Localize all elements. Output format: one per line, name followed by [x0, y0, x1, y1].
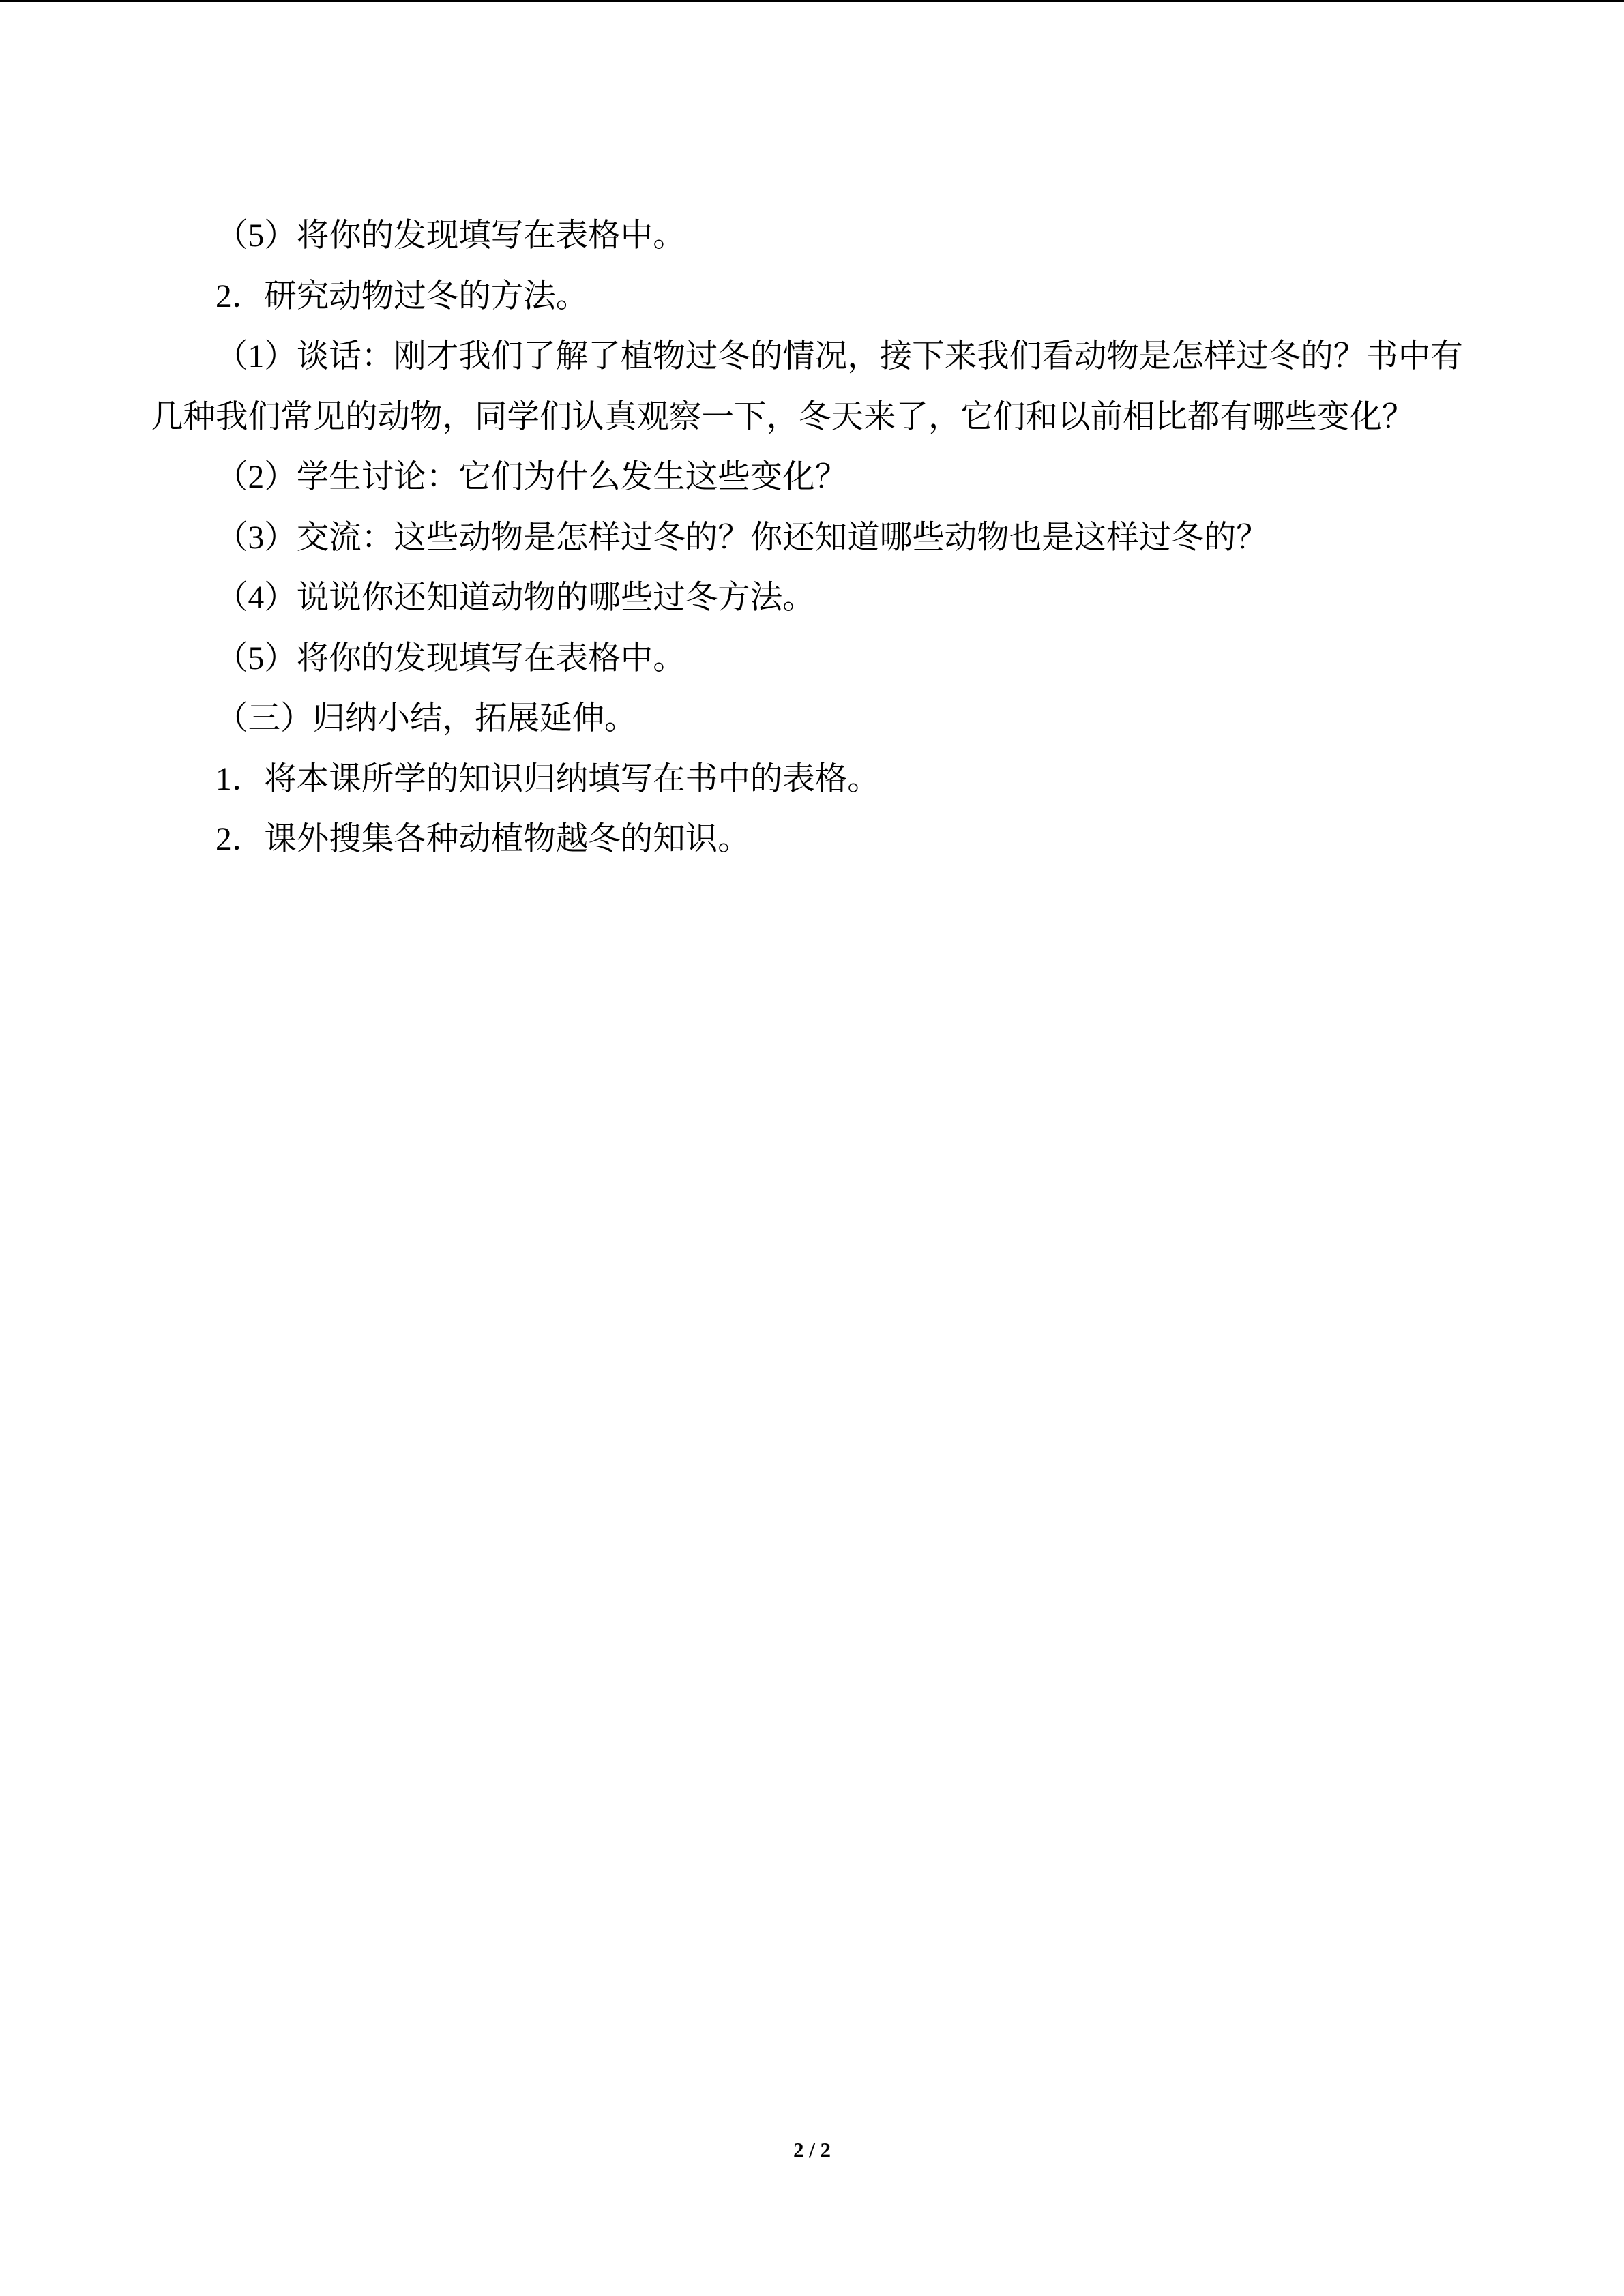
text-line: （3）交流：这些动物是怎样过冬的？你还知道哪些动物也是这样过冬的？ — [216, 520, 1269, 556]
text-line: 2．课外搜集各种动植物越冬的知识。 — [216, 822, 750, 857]
section-heading: （三）归纳小结，拓展延伸。 — [216, 701, 637, 736]
text-line: （1）谈话：刚才我们了解了植物过冬的情况，接下来我们看动物是怎样过冬的？书中有 — [216, 339, 1463, 374]
text-line: （5）将你的发现填写在表格中。 — [216, 218, 685, 254]
text-line: （2）学生讨论：它们为什么发生这些变化？ — [216, 460, 848, 495]
text-line: （5）将你的发现填写在表格中。 — [216, 640, 685, 676]
text-line: 2．研究动物过冬的方法。 — [216, 278, 589, 314]
text-line: 1．将本课所学的知识归纳填写在书中的表格。 — [216, 761, 880, 797]
page-number: 2 / 2 — [793, 2138, 831, 2162]
text-line: （4）说说你还知道动物的哪些过冬方法。 — [216, 580, 815, 616]
text-line: 几种我们常见的动物，同学们认真观察一下，冬天来了，它们和以前相比都有哪些变化？ — [151, 399, 1415, 435]
body-text — [151, 206, 1488, 870]
